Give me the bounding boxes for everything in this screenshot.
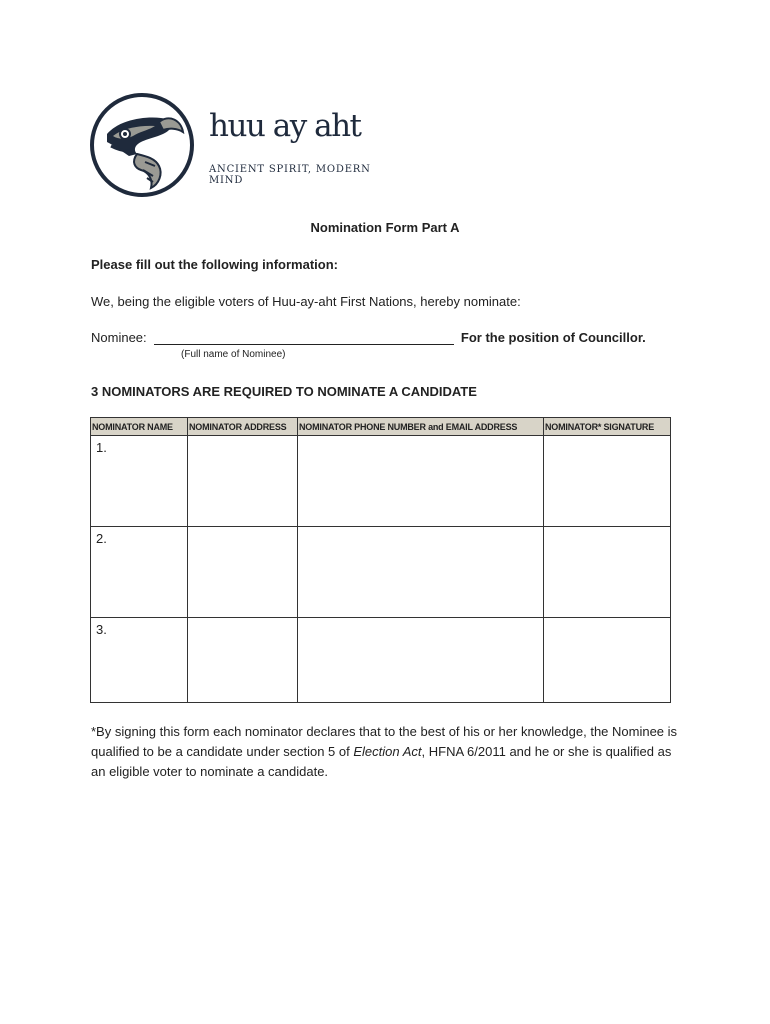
nominee-row [91, 330, 646, 345]
table-row [91, 436, 671, 527]
election-act-reference: Election Act [353, 744, 422, 759]
header-nominator-name: NOMINATOR NAME [91, 418, 188, 436]
nominator-2-name-cell[interactable] [91, 527, 188, 618]
nominator-3-name-cell[interactable] [91, 618, 188, 703]
logo-wordmark: huu ay aht [209, 108, 361, 144]
nominator-1-name-cell[interactable] [91, 436, 188, 527]
signature-footnote [91, 722, 681, 782]
nominator-3-signature-cell[interactable] [544, 618, 671, 703]
form-title: Nomination Form Part A [310, 220, 460, 235]
header-nominator-address: NOMINATOR ADDRESS [188, 418, 298, 436]
nominator-3-address-cell[interactable] [188, 618, 298, 703]
nomination-statement: We, being the eligible voters of Huu-ay-aht First Nations, hereby nominate: [91, 294, 521, 309]
nominator-1-address-cell[interactable] [188, 436, 298, 527]
row-number: 2. [96, 531, 107, 546]
nominator-2-contact-cell[interactable] [298, 527, 544, 618]
form-instruction: Please fill out the following information: [91, 257, 338, 272]
nominator-2-address-cell[interactable] [188, 527, 298, 618]
nominee-label: Nominee: [91, 330, 147, 345]
row-number: 3. [96, 622, 107, 637]
nominator-1-signature-cell[interactable] [544, 436, 671, 527]
logo-tagline: ANCIENT SPIRIT, MODERN MIND [209, 164, 371, 186]
footnote-text-start: *By signing this form each nominator declares that to the best of his or her knowledge, the Nominee is qualified to be a candidate under section 5 of [91, 724, 678, 759]
huu-ay-aht-logo [89, 92, 389, 200]
table-row [91, 527, 671, 618]
position-text: For the position of Councillor. [460, 330, 646, 345]
nominator-2-signature-cell[interactable] [544, 527, 671, 618]
nominator-1-contact-cell[interactable] [298, 436, 544, 527]
nominee-hint: (Full name of Nominee) [181, 349, 286, 360]
table-row [91, 618, 671, 703]
nominator-3-contact-cell[interactable] [298, 618, 544, 703]
nominee-name-field[interactable] [154, 330, 454, 345]
header-nominator-signature: NOMINATOR* SIGNATURE [544, 418, 671, 436]
footnote-text-end: , HFNA 6/2011 and he or she is qualified as an eligible voter to nominate a candidate. [91, 744, 672, 779]
orca-emblem-icon [89, 92, 195, 198]
nominators-table [90, 417, 671, 703]
nominator-requirement: 3 NOMINATORS ARE REQUIRED TO NOMINATE A CANDIDATE [91, 384, 477, 399]
row-number: 1. [96, 440, 107, 455]
header-nominator-contact: NOMINATOR PHONE NUMBER and EMAIL ADDRESS [298, 418, 544, 436]
